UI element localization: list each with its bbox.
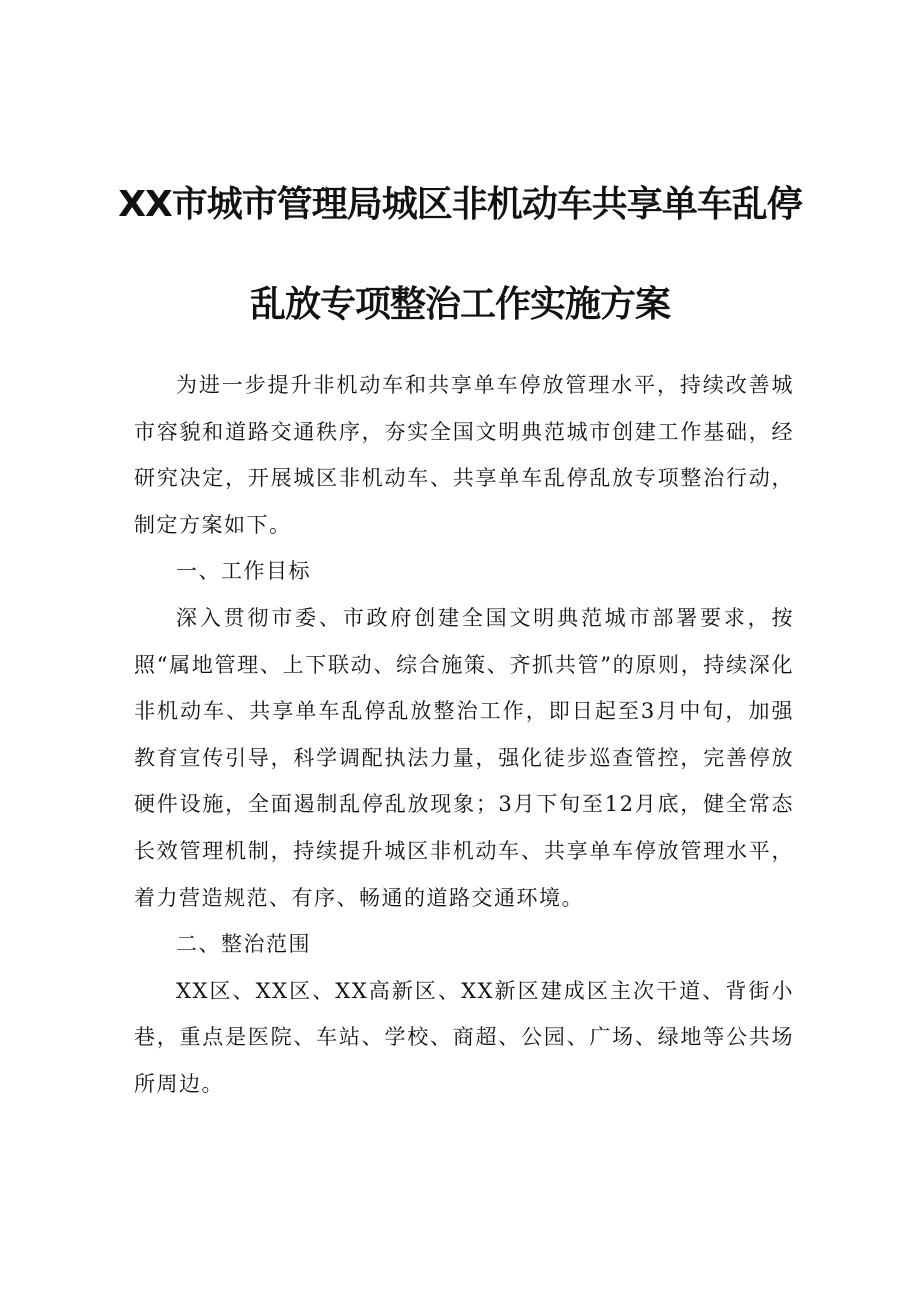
document-body	[134, 362, 794, 1108]
section-1-paragraph: 深入贯彻市委、市政府创建全国文明典范城市部署要求，按照“属地管理、上下联动、综合施策、齐抓共管”的原则，持续深化非机动车、共享单车乱停乱放整治工作，即日起至3月中旬，加强教育宣传引导，科学调配执法力量，强化徒步巡查管控，完善停放硬件设施，全面遏制乱停乱放现象；3月下旬至12月底，健全常态长效管理机制，持续提升城区非机动车、共享单车停放管理水平，着力营造规范、有序、畅通的道路交通环境。	[134, 605, 794, 910]
section-1-heading: 一、工作目标	[176, 559, 311, 584]
document-title-line-1: XX市城市管理局城区非机动车共享单车乱停	[118, 184, 802, 225]
section-2-heading: 二、整治范围	[176, 932, 311, 957]
section-2-paragraph: XX区、XX区、XX高新区、XX新区建成区主次干道、背街小巷，重点是医院、车站、学校、商超、公园、广场、绿地等公共场所周边。	[134, 978, 794, 1096]
intro-paragraph: 为进一步提升非机动车和共享单车停放管理水平，持续改善城市容貌和道路交通秩序，夯实全国文明典范城市创建工作基础，经研究决定，开展城区非机动车、共享单车乱停乱放专项整治行动，制定方案如下。	[134, 373, 794, 537]
document-title-line-2: 乱放专项整治工作实施方案	[249, 284, 670, 325]
